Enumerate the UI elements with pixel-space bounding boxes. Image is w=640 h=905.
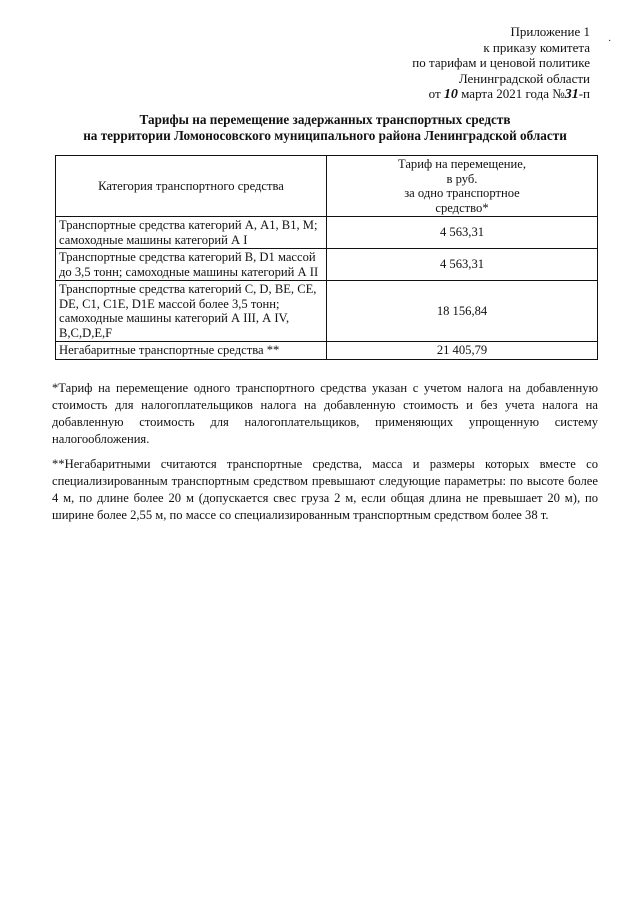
document-title	[40, 112, 610, 144]
row-category: Негабаритные транспортные средства **	[56, 342, 327, 360]
row-category: Транспортные средства категорий В, D1 массой до 3,5 тонн; самоходные машины категорий А II	[56, 249, 327, 281]
order-date-line	[330, 86, 590, 103]
row-category: Транспортные средства категорий С, D, ВЕ, СЕ, DE, С1, С1Е, D1Е массой более 3,5 тонн; самоходные машины категорий А III, А IV, В,С,D,Е,F	[56, 281, 327, 342]
footnote-oversize: **Негабаритными считаются транспортные средства, масса и размеры которых вместе со специализированным транспортным средством превышают следующие параметры: по высоте более 4 м, по длине более 20 м (допускается свес груза 2 м, если общая длина не превышает 20 м), по ширине более 2,55 м, по массе со специализированным транспортным средством более 38 т.	[52, 457, 598, 522]
row-tariff: 18 156,84	[327, 281, 598, 342]
header-category: Категория транспортного средства	[56, 156, 327, 217]
committee-name: по тарифам и ценовой политике	[412, 55, 590, 70]
row-tariff: 4 563,31	[327, 217, 598, 249]
header-tariff-line-3: за одно транспортное	[404, 186, 520, 200]
header-tariff-line-1: Тариф на перемещение,	[397, 157, 527, 171]
table-header-row	[56, 156, 598, 217]
table-row	[56, 342, 598, 360]
order-reference: к приказу комитета	[483, 39, 590, 55]
row-category: Транспортные средства категорий А, А1, В1, М; самоходные машины категорий А I	[56, 217, 327, 249]
title-line-2: на территории Ломоносовского муниципального района Ленинградской области	[83, 128, 567, 143]
appendix-header	[330, 24, 590, 103]
table-row	[56, 281, 598, 342]
table-row	[56, 217, 598, 249]
handwritten-day: 10	[443, 87, 458, 102]
order-suffix: -п	[578, 86, 590, 101]
tariff-table	[55, 155, 598, 360]
handwritten-order-number: 31	[564, 87, 579, 102]
row-tariff: 21 405,79	[327, 342, 598, 360]
header-tariff-line-4: средство*	[435, 200, 489, 215]
header-tariff	[327, 156, 598, 217]
margin-mark: ·	[608, 36, 612, 47]
date-prefix: от	[428, 86, 441, 101]
row-tariff: 4 563,31	[327, 249, 598, 281]
appendix-label: Приложение 1	[510, 24, 590, 39]
title-line-1: Тарифы на перемещение задержанных транспортных средств	[139, 112, 511, 127]
date-rest: марта 2021 года №	[461, 86, 565, 101]
header-tariff-line-2: в руб.	[446, 171, 478, 186]
footnote-vat: *Тариф на перемещение одного транспортного средства указан с учетом налога на добавленную стоимость для налогоплательщиков налога на добавленную стоимость и без учета налога на добавленную стоимость для налогоплательщиков, применяющих упрощенную систему налогообложения.	[52, 381, 598, 446]
region-name: Ленинградской области	[458, 70, 590, 86]
table-row	[56, 249, 598, 281]
